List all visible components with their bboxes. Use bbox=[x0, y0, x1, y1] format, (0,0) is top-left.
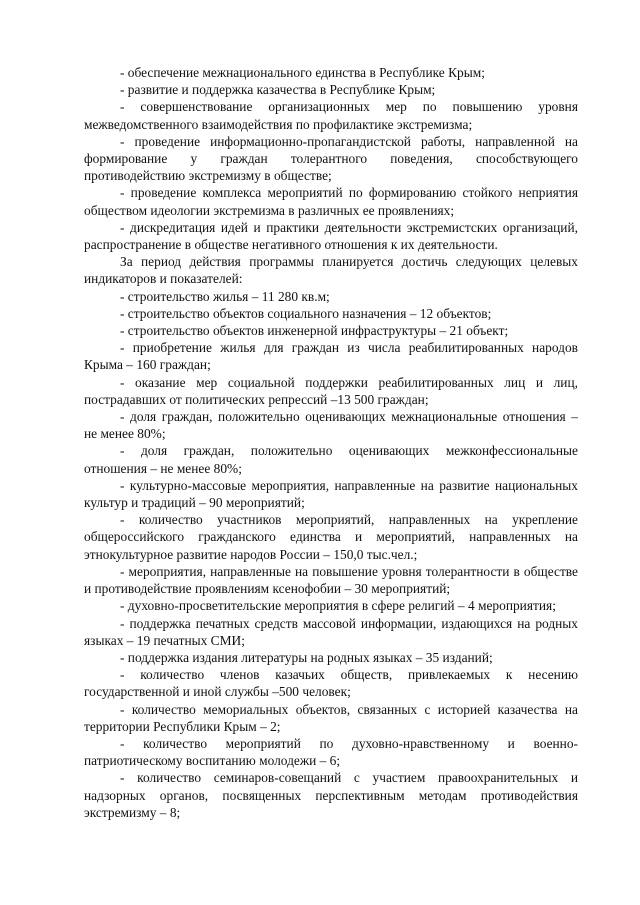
indicator-housing-construction: - строительство жилья – 11 280 кв.м; bbox=[120, 288, 330, 304]
goal-cossacks-support: - развитие и поддержка казачества в Республике Крым; bbox=[120, 82, 436, 98]
indicator-native-language-publications: - поддержка издания литературы на родных языках – 35 изданий; bbox=[120, 649, 493, 665]
indicator-housing-purchase: - приобретение жилья для граждан из числа реабилитированных народов Крыма – 160 граждан; bbox=[84, 340, 578, 373]
indicator-memorial-objects: - количество мемориальных объектов, связанных с историей казачества на территории Республики Крым – 2; bbox=[84, 701, 578, 734]
goal-national-unity: - обеспечение межнационального единства в Республике Крым; bbox=[120, 65, 485, 80]
goal-rejection-of-extremism: - проведение комплекса мероприятий по формированию стойкого неприятия обществом идеологии экстремизма в различных ее проявлениях; bbox=[84, 185, 578, 218]
indicator-event-participants: - количество участников мероприятий, направленных на укрепление общероссийского гражданского единства и мероприятий, направленных на этнокультурное развитие народов России – 150,0 тыс.чел.; bbox=[84, 512, 578, 562]
indicator-seminars: - количество семинаров-совещаний с участием правоохранительных и надзорных органов, посвященных перспективным методам противодействия экстремизму – 8; bbox=[84, 770, 578, 820]
indicator-native-language-media: - поддержка печатных средств массовой информации, издающихся на родных языках – 19 печатных СМИ; bbox=[84, 615, 578, 648]
indicator-social-facilities: - строительство объектов социального назначения – 12 объектов; bbox=[120, 305, 492, 321]
indicator-social-support: - оказание мер социальной поддержки реабилитированных лиц и лиц, пострадавших от политических репрессий –13 500 граждан; bbox=[84, 374, 578, 407]
indicator-patriotic-education: - количество мероприятий по духовно-нравственному и военно-патриотическому воспитанию молодежи – 6; bbox=[84, 735, 578, 769]
goal-interagency-measures: - совершенствование организационных мер по повышению уровня межведомственного взаимодействия по профилактике экстремизма; bbox=[84, 99, 578, 132]
document-page bbox=[84, 64, 578, 821]
indicator-cossack-service: - количество членов казачьих обществ, привлекаемых к несению государственной и иной службы –500 человек; bbox=[84, 667, 578, 700]
indicator-engineering-infrastructure: - строительство объектов инженерной инфраструктуры – 21 объект; bbox=[120, 323, 509, 339]
goal-information-work: - проведение информационно-пропагандистской работы, направленной на формирование у граждан толерантного поведения, способствующего противодействию экстремизму в обществе; bbox=[84, 133, 578, 184]
indicator-interfaith-relations: - доля граждан, положительно оценивающих межконфессиональные отношения – не менее 80%; bbox=[84, 443, 578, 476]
indicators-intro: За период действия программы планируется достичь следующих целевых индикаторов и показателей: bbox=[84, 254, 578, 287]
indicator-tolerance-events: - мероприятия, направленные на повышение уровня толерантности в обществе и противодействие проявлениям ксенофобии – 30 мероприятий; bbox=[84, 563, 578, 597]
indicator-cultural-events: - культурно-массовые мероприятия, направленные на развитие национальных культур и традиций – 90 мероприятий; bbox=[84, 477, 578, 511]
indicator-interethnic-relations: - доля граждан, положительно оценивающих межнациональные отношения – не менее 80%; bbox=[84, 409, 578, 442]
indicator-religious-events: - духовно-просветительские мероприятия в сфере религий – 4 мероприятия; bbox=[120, 598, 556, 614]
goal-discrediting-extremist-ideas: - дискредитация идей и практики деятельности экстремистских организаций, распространение в обществе негативного отношения к их деятельности. bbox=[84, 219, 578, 253]
